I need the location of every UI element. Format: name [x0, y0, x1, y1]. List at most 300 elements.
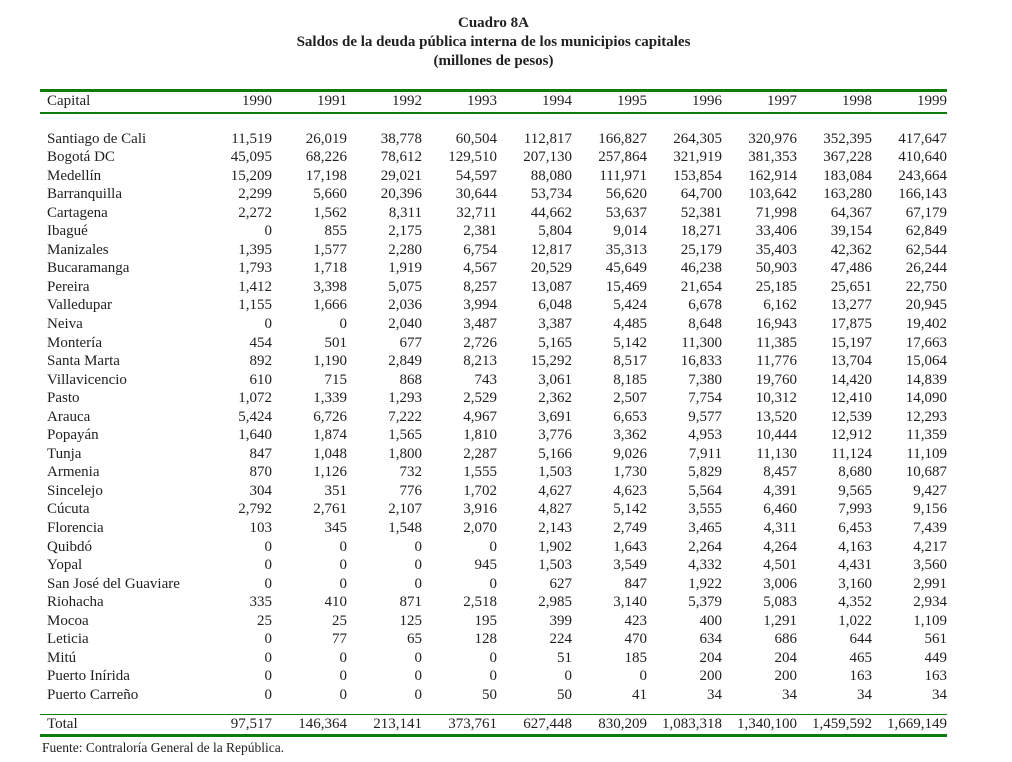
value-cell: 0 — [489, 668, 497, 685]
value-cell: 776 — [399, 482, 422, 499]
value-cell: 64,700 — [680, 186, 722, 203]
total-value-cell: 1,083,318 — [647, 714, 722, 735]
value-cell: 14,839 — [905, 371, 947, 388]
value-cell: 21,654 — [680, 278, 722, 295]
value-cell: 449 — [924, 649, 947, 666]
table-row — [40, 204, 947, 223]
value-cell: 13,277 — [830, 297, 872, 314]
spacer-cell — [40, 113, 947, 130]
value-cell: 1,922 — [688, 575, 722, 592]
capital-cell: Bogotá DC — [47, 149, 115, 166]
value-cell: 67,179 — [905, 204, 947, 221]
capital-cell: Sincelejo — [47, 482, 103, 499]
value-cell: 3,398 — [313, 278, 347, 295]
value-cell: 15,292 — [530, 353, 572, 370]
value-cell: 945 — [474, 557, 497, 574]
value-cell: 11,385 — [756, 334, 797, 351]
value-cell: 423 — [624, 612, 647, 629]
value-cell: 892 — [249, 353, 272, 370]
value-cell: 634 — [699, 631, 722, 648]
value-cell: 53,637 — [605, 204, 647, 221]
value-cell: 3,691 — [538, 408, 572, 425]
capital-cell: Arauca — [47, 408, 91, 425]
value-cell: 610 — [249, 371, 272, 388]
value-cell: 367,228 — [823, 149, 872, 166]
value-cell: 2,175 — [388, 223, 422, 240]
value-cell: 4,391 — [763, 482, 797, 499]
value-cell: 45,649 — [605, 260, 647, 277]
capital-cell: Pereira — [47, 278, 90, 295]
table-header — [40, 91, 947, 113]
value-cell: 51 — [557, 649, 572, 666]
value-cell: 9,026 — [613, 445, 647, 462]
value-cell: 2,726 — [463, 334, 497, 351]
value-cell: 454 — [249, 334, 272, 351]
value-cell: 64,367 — [830, 204, 872, 221]
value-cell: 5,083 — [763, 594, 797, 611]
table-row — [40, 315, 947, 334]
value-cell: 4,827 — [538, 501, 572, 518]
value-cell: 1,072 — [238, 390, 272, 407]
value-cell: 41 — [632, 686, 647, 703]
value-cell: 20,945 — [905, 297, 947, 314]
value-cell: 8,680 — [838, 464, 872, 481]
value-cell: 3,916 — [463, 501, 497, 518]
table-row — [40, 630, 947, 649]
value-cell: 4,311 — [763, 519, 797, 536]
total-label: Total — [40, 714, 197, 735]
value-cell: 1,339 — [313, 390, 347, 407]
value-cell: 50,903 — [755, 260, 797, 277]
table-row — [40, 593, 947, 612]
value-cell: 2,991 — [913, 575, 947, 592]
value-cell: 68,226 — [305, 149, 347, 166]
capital-cell: Montería — [47, 334, 102, 351]
capital-cell: Puerto Carreño — [47, 686, 139, 703]
value-cell: 112,817 — [523, 130, 572, 147]
value-cell: 4,485 — [613, 315, 647, 332]
value-cell: 4,264 — [763, 538, 797, 555]
value-cell: 2,381 — [463, 223, 497, 240]
value-cell: 5,424 — [613, 297, 647, 314]
value-cell: 163,280 — [823, 186, 872, 203]
value-cell: 17,663 — [905, 334, 947, 351]
capital-cell: Valledupar — [47, 297, 112, 314]
value-cell: 5,166 — [538, 445, 572, 462]
table-row — [40, 426, 947, 445]
total-row — [40, 714, 947, 735]
value-cell: 0 — [489, 649, 497, 666]
value-cell: 224 — [549, 631, 572, 648]
value-cell: 1,109 — [913, 612, 947, 629]
value-cell: 78,612 — [380, 149, 422, 166]
spacer-cell — [40, 704, 947, 714]
table-row — [40, 575, 947, 594]
value-cell: 32,711 — [456, 204, 497, 221]
value-cell: 185 — [624, 649, 647, 666]
value-cell: 1,155 — [238, 297, 272, 314]
total-value-cell: 146,364 — [272, 714, 347, 735]
value-cell: 1,640 — [238, 427, 272, 444]
capital-cell: Armenia — [47, 464, 100, 481]
value-cell: 14,090 — [905, 390, 947, 407]
value-cell: 3,994 — [463, 297, 497, 314]
value-cell: 19,402 — [905, 315, 947, 332]
capital-cell: San José del Guaviare — [47, 575, 180, 592]
total-value-cell: 830,209 — [572, 714, 647, 735]
value-cell: 1,562 — [313, 204, 347, 221]
table-row — [40, 482, 947, 501]
value-cell: 4,567 — [463, 260, 497, 277]
capital-cell: Cartagena — [47, 204, 108, 221]
value-cell: 501 — [324, 334, 347, 351]
value-cell: 9,565 — [838, 482, 872, 499]
value-cell: 871 — [399, 594, 422, 611]
value-cell: 0 — [339, 315, 347, 332]
title-cuadro: Cuadro 8A — [458, 15, 529, 31]
table-row — [40, 371, 947, 390]
value-cell: 62,849 — [905, 223, 947, 240]
value-cell: 88,080 — [530, 167, 572, 184]
table-row — [40, 649, 947, 668]
value-cell: 1,730 — [613, 464, 647, 481]
value-cell: 2,036 — [388, 297, 422, 314]
value-cell: 4,501 — [763, 557, 797, 574]
value-cell: 26,019 — [305, 130, 347, 147]
table-title-block — [40, 0, 947, 71]
value-cell: 46,238 — [680, 260, 722, 277]
table-row — [40, 612, 947, 631]
value-cell: 204 — [774, 649, 797, 666]
title-units: (millones de pesos) — [433, 53, 554, 69]
value-cell: 9,156 — [913, 501, 947, 518]
value-cell: 33,406 — [755, 223, 797, 240]
value-cell: 45,095 — [230, 149, 272, 166]
value-cell: 1,395 — [238, 241, 272, 258]
value-cell: 352,395 — [823, 130, 872, 147]
value-cell: 5,564 — [688, 482, 722, 499]
value-cell: 0 — [489, 575, 497, 592]
value-cell: 0 — [264, 538, 272, 555]
value-cell: 5,165 — [538, 334, 572, 351]
value-cell: 7,222 — [388, 408, 422, 425]
table-row — [40, 463, 947, 482]
value-cell: 9,014 — [613, 223, 647, 240]
value-cell: 2,287 — [463, 445, 497, 462]
value-cell: 163 — [924, 668, 947, 685]
value-cell: 870 — [249, 464, 272, 481]
value-cell: 62,544 — [905, 241, 947, 258]
table-row — [40, 185, 947, 204]
value-cell: 3,549 — [613, 557, 647, 574]
value-cell: 410,640 — [898, 149, 947, 166]
value-cell: 3,555 — [688, 501, 722, 518]
value-cell: 12,912 — [830, 427, 872, 444]
value-cell: 3,487 — [463, 315, 497, 332]
value-cell: 25,179 — [680, 241, 722, 258]
value-cell: 345 — [324, 519, 347, 536]
value-cell: 715 — [324, 371, 347, 388]
value-cell: 1,190 — [313, 353, 347, 370]
value-cell: 2,985 — [538, 594, 572, 611]
total-value-cell: 97,517 — [197, 714, 272, 735]
value-cell: 38,778 — [380, 130, 422, 147]
value-cell: 4,217 — [913, 538, 947, 555]
value-cell: 13,520 — [755, 408, 797, 425]
value-cell: 5,424 — [238, 408, 272, 425]
value-cell: 7,380 — [688, 371, 722, 388]
table-row — [40, 259, 947, 278]
value-cell: 5,660 — [313, 186, 347, 203]
value-cell: 10,444 — [755, 427, 797, 444]
value-cell: 128 — [474, 631, 497, 648]
value-cell: 4,332 — [688, 557, 722, 574]
table-row — [40, 686, 947, 705]
value-cell: 0 — [264, 668, 272, 685]
value-cell: 1,793 — [238, 260, 272, 277]
value-cell: 470 — [624, 631, 647, 648]
value-cell: 417,647 — [898, 130, 947, 147]
value-cell: 39,154 — [830, 223, 872, 240]
value-cell: 2,792 — [238, 501, 272, 518]
header-year-1994: 1994 — [497, 91, 572, 113]
value-cell: 129,510 — [448, 149, 497, 166]
value-cell: 183,084 — [823, 167, 872, 184]
value-cell: 2,529 — [463, 390, 497, 407]
value-cell: 5,142 — [613, 334, 647, 351]
value-cell: 12,539 — [830, 408, 872, 425]
table-row — [40, 296, 947, 315]
value-cell: 50 — [557, 686, 572, 703]
total-value-cell: 1,340,100 — [722, 714, 797, 735]
value-cell: 52,381 — [680, 204, 722, 221]
header-year-1990: 1990 — [197, 91, 272, 113]
total-value-cell: 213,141 — [347, 714, 422, 735]
value-cell: 1,048 — [313, 445, 347, 462]
value-cell: 847 — [624, 575, 647, 592]
value-cell: 410 — [324, 594, 347, 611]
value-cell: 6,460 — [763, 501, 797, 518]
value-cell: 1,810 — [463, 427, 497, 444]
value-cell: 335 — [249, 594, 272, 611]
value-cell: 20,396 — [380, 186, 422, 203]
value-cell: 321,919 — [673, 149, 722, 166]
capital-cell: Florencia — [47, 519, 104, 536]
value-cell: 0 — [339, 538, 347, 555]
value-cell: 732 — [399, 464, 422, 481]
header-year-1997: 1997 — [722, 91, 797, 113]
title-subject: Saldos de la deuda pública interna de los municipios capitales — [296, 34, 691, 50]
value-cell: 1,503 — [538, 464, 572, 481]
value-cell: 1,291 — [763, 612, 797, 629]
value-cell: 1,412 — [238, 278, 272, 295]
capital-cell: Popayán — [47, 427, 99, 444]
value-cell: 16,833 — [680, 353, 722, 370]
value-cell: 35,313 — [605, 241, 647, 258]
header-capital: Capital — [40, 91, 197, 113]
value-cell: 2,107 — [388, 501, 422, 518]
source-note: Fuente: Contraloría General de la República. — [42, 739, 285, 755]
capital-cell: Cúcuta — [47, 501, 90, 518]
capital-cell: Tunja — [47, 445, 82, 462]
value-cell: 0 — [414, 649, 422, 666]
value-cell: 50 — [482, 686, 497, 703]
value-cell: 0 — [414, 668, 422, 685]
value-cell: 743 — [474, 371, 497, 388]
value-cell: 166,827 — [598, 130, 647, 147]
value-cell: 11,124 — [831, 445, 872, 462]
value-cell: 8,648 — [688, 315, 722, 332]
value-cell: 1,874 — [313, 427, 347, 444]
value-cell: 5,379 — [688, 594, 722, 611]
value-cell: 8,311 — [388, 204, 422, 221]
value-cell: 0 — [339, 575, 347, 592]
table-row — [40, 519, 947, 538]
value-cell: 2,299 — [238, 186, 272, 203]
value-cell: 0 — [264, 686, 272, 703]
value-cell: 0 — [264, 631, 272, 648]
value-cell: 3,465 — [688, 519, 722, 536]
table-row — [40, 241, 947, 260]
value-cell: 0 — [264, 223, 272, 240]
value-cell: 320,976 — [748, 130, 797, 147]
value-cell: 677 — [399, 334, 422, 351]
value-cell: 11,300 — [681, 334, 722, 351]
value-cell: 399 — [549, 612, 572, 629]
table-row — [40, 500, 947, 519]
value-cell: 35,403 — [755, 241, 797, 258]
value-cell: 77 — [332, 631, 347, 648]
value-cell: 2,280 — [388, 241, 422, 258]
value-cell: 2,749 — [613, 519, 647, 536]
value-cell: 2,761 — [313, 501, 347, 518]
capital-cell: Riohacha — [47, 594, 104, 611]
value-cell: 6,048 — [538, 297, 572, 314]
value-cell: 2,507 — [613, 390, 647, 407]
value-cell: 0 — [264, 557, 272, 574]
value-cell: 10,312 — [755, 390, 797, 407]
header-row — [40, 91, 947, 113]
value-cell: 1,565 — [388, 427, 422, 444]
value-cell: 111,971 — [599, 167, 647, 184]
value-cell: 0 — [339, 668, 347, 685]
capital-cell: Manizales — [47, 241, 109, 258]
spacer-row — [40, 704, 947, 714]
value-cell: 3,387 — [538, 315, 572, 332]
value-cell: 25,651 — [830, 278, 872, 295]
capital-cell: Puerto Inírida — [47, 668, 130, 685]
table-row — [40, 556, 947, 575]
value-cell: 60,504 — [455, 130, 497, 147]
value-cell: 10,687 — [905, 464, 947, 481]
total-value-cell: 1,459,592 — [797, 714, 872, 735]
header-year-1999: 1999 — [872, 91, 947, 113]
value-cell: 0 — [339, 557, 347, 574]
table-row — [40, 130, 947, 149]
value-cell: 1,548 — [388, 519, 422, 536]
capital-cell: Ibagué — [47, 223, 88, 240]
value-cell: 34 — [857, 686, 872, 703]
table-body — [40, 113, 947, 715]
capital-cell: Neiva — [47, 315, 83, 332]
value-cell: 6,678 — [688, 297, 722, 314]
value-cell: 3,061 — [538, 371, 572, 388]
value-cell: 22,750 — [905, 278, 947, 295]
value-cell: 1,902 — [538, 538, 572, 555]
table-row — [40, 352, 947, 371]
value-cell: 8,185 — [613, 371, 647, 388]
value-cell: 200 — [774, 668, 797, 685]
value-cell: 1,293 — [388, 390, 422, 407]
value-cell: 0 — [339, 686, 347, 703]
capital-cell: Medellín — [47, 167, 102, 184]
table-row — [40, 538, 947, 557]
value-cell: 34 — [782, 686, 797, 703]
capital-cell: Bucaramanga — [47, 260, 130, 277]
value-cell: 195 — [474, 612, 497, 629]
value-cell: 47,486 — [830, 260, 872, 277]
value-cell: 855 — [324, 223, 347, 240]
value-cell: 34 — [932, 686, 947, 703]
value-cell: 15,209 — [230, 167, 272, 184]
capital-cell: Quibdó — [47, 538, 92, 555]
capital-cell: Santiago de Cali — [47, 130, 147, 147]
table-row — [40, 667, 947, 686]
value-cell: 1,702 — [463, 482, 497, 499]
value-cell: 9,577 — [688, 408, 722, 425]
value-cell: 243,664 — [898, 167, 947, 184]
spacer-row — [40, 113, 947, 130]
value-cell: 207,130 — [523, 149, 572, 166]
value-cell: 14,420 — [830, 371, 872, 388]
value-cell: 465 — [849, 649, 872, 666]
value-cell: 7,911 — [688, 445, 722, 462]
value-cell: 627 — [549, 575, 572, 592]
value-cell: 400 — [699, 612, 722, 629]
table-row — [40, 278, 947, 297]
value-cell: 5,829 — [688, 464, 722, 481]
value-cell: 11,776 — [756, 353, 797, 370]
value-cell: 12,410 — [830, 390, 872, 407]
value-cell: 264,305 — [673, 130, 722, 147]
capital-cell: Barranquilla — [47, 186, 122, 203]
value-cell: 54,597 — [455, 167, 497, 184]
value-cell: 25 — [332, 612, 347, 629]
value-cell: 11,130 — [756, 445, 797, 462]
value-cell: 12,817 — [530, 241, 572, 258]
value-cell: 30,644 — [455, 186, 497, 203]
value-cell: 29,021 — [380, 167, 422, 184]
value-cell: 7,439 — [913, 519, 947, 536]
value-cell: 4,352 — [838, 594, 872, 611]
value-cell: 103,642 — [748, 186, 797, 203]
value-cell: 2,264 — [688, 538, 722, 555]
debt-table — [40, 89, 947, 737]
table-row — [40, 148, 947, 167]
value-cell: 200 — [699, 668, 722, 685]
value-cell: 4,431 — [838, 557, 872, 574]
value-cell: 103 — [249, 519, 272, 536]
capital-cell: Mitú — [47, 649, 77, 666]
value-cell: 6,726 — [313, 408, 347, 425]
value-cell: 8,213 — [463, 353, 497, 370]
total-value-cell: 1,669,149 — [872, 714, 947, 735]
value-cell: 0 — [339, 649, 347, 666]
value-cell: 868 — [399, 371, 422, 388]
value-cell: 2,934 — [913, 594, 947, 611]
value-cell: 1,919 — [388, 260, 422, 277]
value-cell: 2,518 — [463, 594, 497, 611]
